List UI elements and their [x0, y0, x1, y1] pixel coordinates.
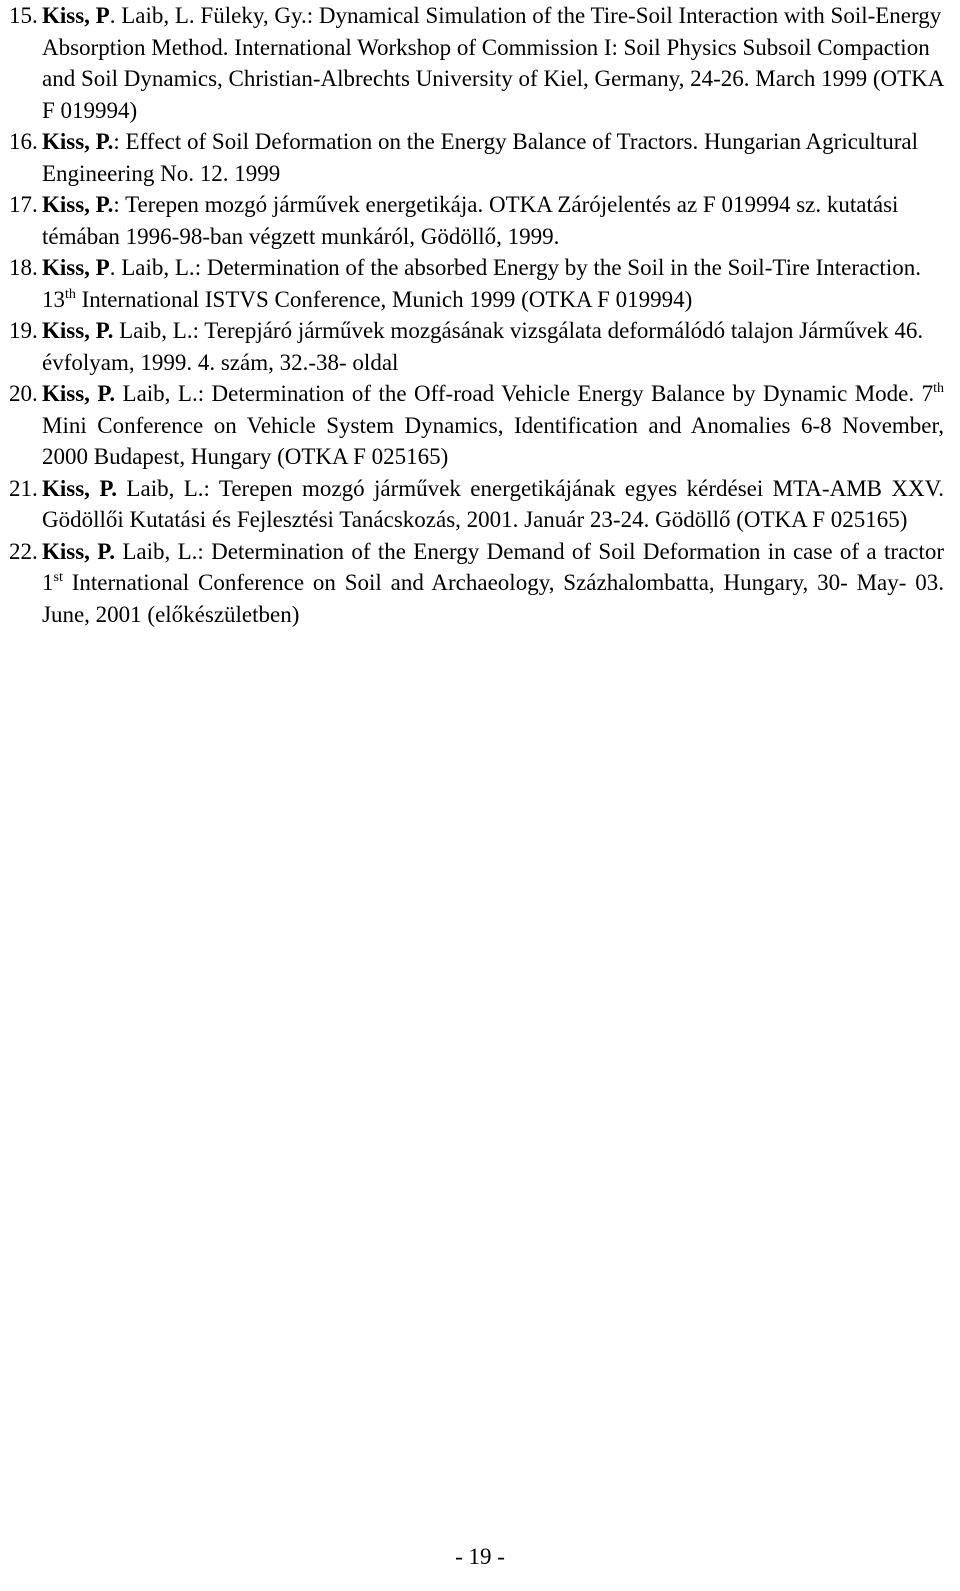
reference-author-bold: Kiss, P [42, 255, 110, 280]
reference-number: 21. [9, 475, 38, 501]
reference-text [42, 252, 944, 315]
reference-body: International ISTVS Conference, Munich 1999 (OTKA F 019994) [75, 286, 693, 312]
reference-body: : Terepjáró járművek mozgásának vizsgálata deformálódó talajon Járművek 46. évfolyam, 1999. 4. szám, 32.-38- oldal [42, 318, 924, 375]
reference-number: 22. [9, 538, 38, 564]
reference-author-rest: Laib, L. [114, 538, 198, 564]
reference-body: : Effect of Soil Deformation on the Energy Balance of Tractors. Hungarian Agricultural Engineering No. 12. 1999 [42, 129, 918, 186]
reference-author-bold: Kiss, P. [42, 475, 118, 501]
reference-number: 18. [9, 255, 38, 280]
reference-item [9, 189, 944, 252]
reference-item [9, 0, 944, 126]
reference-body: : Determination of the absorbed Energy by the Soil in the Soil-Tire Interaction. 13 [42, 255, 921, 312]
reference-text [42, 536, 944, 631]
reference-list [9, 0, 944, 630]
reference-number: 16. [9, 129, 38, 154]
reference-author-rest: . Laib, L. [109, 255, 195, 280]
reference-body: : Terepen mozgó járművek energetikájának egyes kérdései MTA-AMB XXV. Gödöllői Kutatási és Fejlesztési Tanácskozás, 2001. Január 23-24. Gödöllő (OTKA F 025165) [42, 475, 944, 532]
reference-text [42, 473, 944, 536]
reference-body: : Determination of the Energy Demand of Soil Deformation in case of a tractor 1 [42, 538, 944, 595]
reference-item [9, 252, 944, 315]
reference-body: Mini Conference on Vehicle System Dynamics, Identification and Anomalies 6-8 November, 2000 Budapest, Hungary (OTKA F 025165) [42, 412, 944, 469]
reference-text [42, 0, 944, 126]
reference-author-rest: Laib, L. [117, 475, 204, 501]
reference-author-rest: Laib, L. [115, 381, 198, 406]
reference-author-bold: Kiss, P. [42, 318, 114, 343]
reference-number: 19. [9, 318, 38, 343]
reference-author-rest: Laib, L. [113, 318, 193, 343]
ordinal-superscript: th [933, 381, 944, 396]
reference-text [42, 378, 944, 473]
reference-author-bold: Kiss, P [42, 3, 110, 28]
reference-text [42, 315, 944, 378]
ordinal-superscript: st [53, 570, 63, 585]
reference-item [9, 315, 944, 378]
reference-item [9, 126, 944, 189]
reference-number: 15. [9, 3, 38, 28]
ordinal-superscript: th [65, 286, 76, 302]
reference-body: : Dynamical Simulation of the Tire-Soil Interaction with Soil-Energy Absorption Method. International Workshop of Commission I: Soil Physics Subsoil Compaction and Soil Dynamics, Christian-Albrechts University of Kiel, Germany, 24-26. March 1999 (OTKA F 019994) [42, 3, 944, 123]
reference-author-bold: Kiss, P. [42, 538, 115, 564]
reference-body: : Determination of the Off-road Vehicle Energy Balance by Dynamic Mode. 7 [197, 381, 934, 406]
reference-number: 17. [9, 192, 38, 217]
reference-item [9, 536, 944, 631]
reference-item [9, 378, 944, 473]
reference-author-bold: Kiss, P. [42, 381, 116, 406]
reference-author-rest: . Laib, L. Füleky, Gy. [109, 3, 307, 28]
reference-text [42, 126, 944, 189]
reference-author-bold: Kiss, P. [42, 129, 114, 154]
reference-number: 20. [9, 381, 38, 406]
reference-item [9, 473, 944, 536]
reference-body: : Terepen mozgó járművek energetikája. OTKA Zárójelentés az F 019994 sz. kutatási témában 1996-98-ban végzett munkáról, Gödöllő, 1999. [42, 192, 899, 249]
reference-body: International Conference on Soil and Archaeology, Százhalombatta, Hungary, 30- May- 03. June, 2001 (előkészületben) [42, 570, 944, 627]
page-number: - 19 - [455, 1544, 505, 1569]
reference-text [42, 189, 944, 252]
reference-author-bold: Kiss, P. [42, 192, 114, 217]
